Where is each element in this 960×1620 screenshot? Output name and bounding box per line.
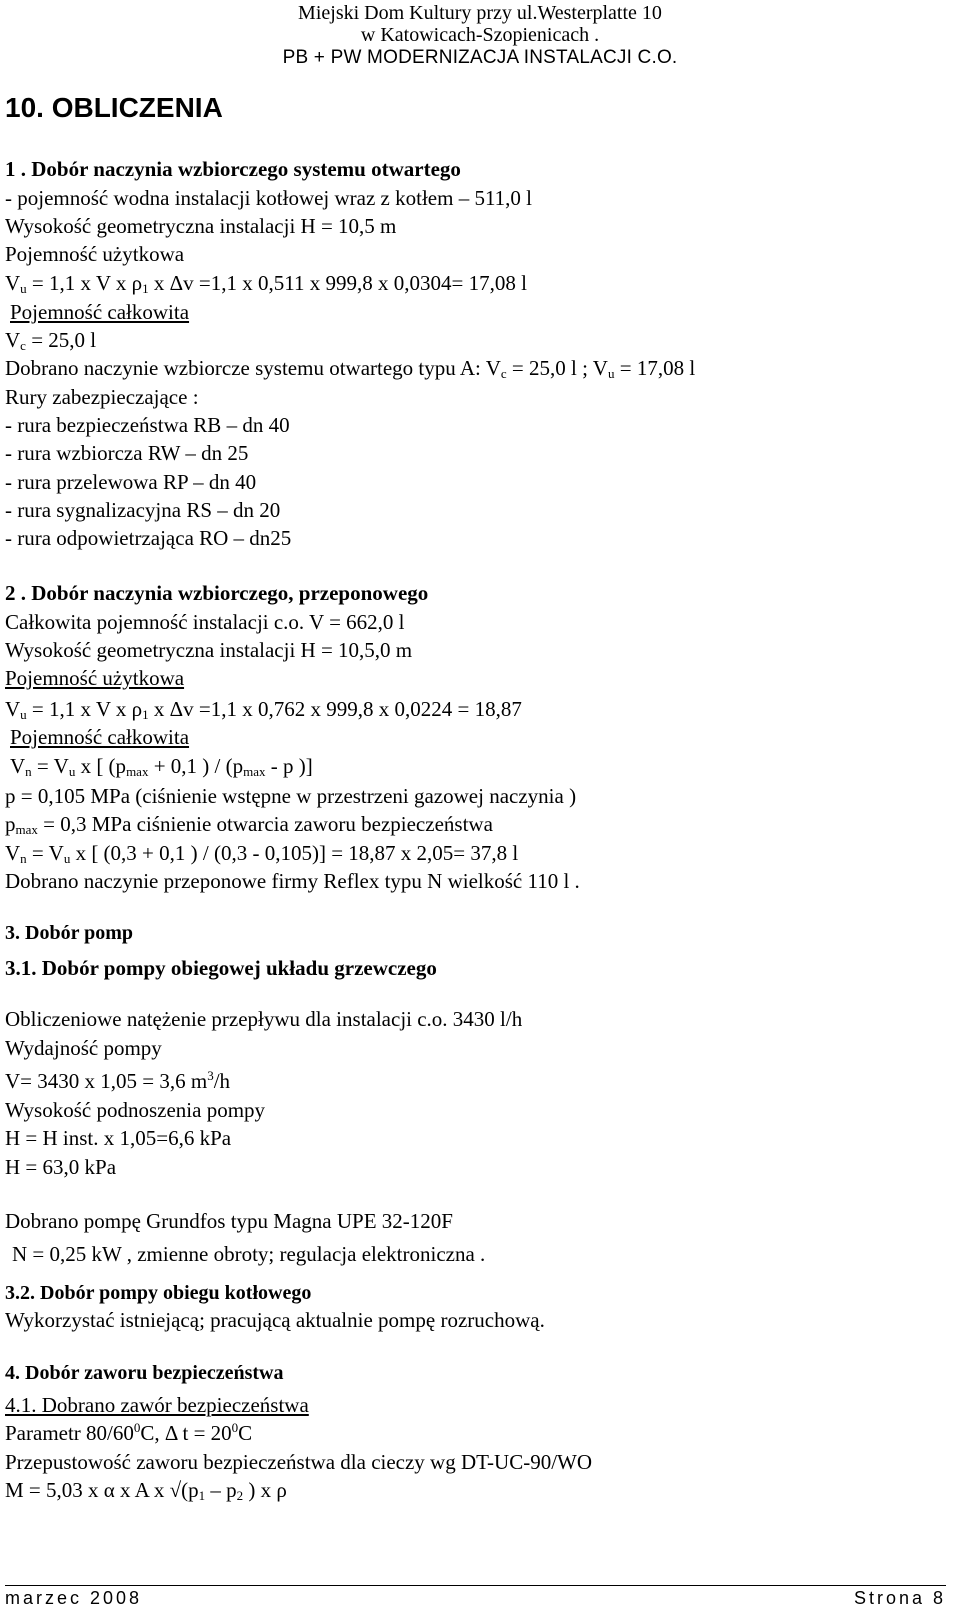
s4-m-formula: M = 5,03 x α x A x $√(p_1 - p_2$ ) x ρ (5, 1478, 287, 1503)
s2-p-line: p = 0,105 MPa (ciśnienie wstępne w przestrzeni gazowej naczynia ) (5, 784, 577, 808)
section-4-heading: 4. Dobór zaworu bezpieczeństwa (5, 1362, 284, 1384)
s4-sub1: 4.1. Dobrano zawór bezpieczeństwa (5, 1393, 309, 1417)
s1-vu-formula: $V_u = 1,1$ x V x $\rho_1$ x Δv =1,1 x 0,511 x 999,8 x 0,0304= 17,08 l (5, 271, 527, 296)
s2-height: Wysokość geometryczna instalacji H = 10,5,0 m (5, 638, 413, 662)
s1-pipe-item: - rura wzbiorcza RW – dn 25 (5, 441, 249, 465)
s4-throughput: Przepustowość zaworu bezpieczeństwa dla cieczy wg DT-UC-90/WO (5, 1450, 593, 1474)
s1-pipe-item: - rura sygnalizacyjna RS – dn 20 (5, 498, 281, 522)
s1-total-label: Pojemność całkowita (10, 300, 190, 324)
s2-pmax-line: $p_{max} = 0,3$ MPa ciśnienie otwarcia zaworu bezpieczeństwa (5, 812, 493, 837)
section-3-1-heading: 3.1. Dobór pompy obiegowej układu grzewczego (5, 956, 437, 980)
s1-vc: $V_c = 25,0$ l (5, 328, 97, 353)
s2-total-label: Pojemność całkowita (10, 725, 190, 749)
s1-capacity: - pojemność wodna instalacji kotłowej wraz z kotłem – 511,0 l (5, 186, 533, 210)
s1-useful-label: Pojemność użytkowa (5, 242, 185, 266)
section-3-2-heading: 3.2. Dobór pompy obiegu kotłowego (5, 1282, 312, 1304)
footer-date: marzec 2008 (5, 1588, 143, 1608)
s2-chosen: Dobrano naczynie przeponowe firmy Reflex typu N wielkość 110 l . (5, 869, 580, 893)
s1-pipe-item: - rura odpowietrzająca RO – dn25 (5, 526, 292, 550)
footer-rule (5, 1585, 946, 1586)
s1-pipes-label: Rury zabezpieczające : (5, 385, 199, 409)
s4-param: Parametr $80/60^0C$, Δ $t = 20^0C$ (5, 1420, 253, 1445)
s1-height: Wysokość geometryczna instalacji H = 10,5 m (5, 214, 397, 238)
s1-pipe-item: - rura bezpieczeństwa RB – dn 40 (5, 413, 290, 437)
s3-h1: H = H inst. x 1,05=6,6 kPa (5, 1126, 232, 1150)
page-title: 10. OBLICZENIA (5, 92, 223, 123)
s3-power: N = 0,25 kW , zmienne obroty; regulacja elektroniczna . (12, 1242, 486, 1266)
s1-pipe-item: - rura przelewowa RP – dn 40 (5, 470, 257, 494)
section-2-heading: 2 . Dobór naczynia wzbiorczego, przeponowego (5, 581, 429, 605)
s3-v-formula: V= 3430 x 1,05 = 3,6 $m^3/h$ (5, 1068, 231, 1093)
s2-vn-calc: $V_n = V_u$ x [ (0,3 + 0,1 ) / (0,3 - 0,105)] = 18,87 x 2,05= 37,8 l (5, 841, 519, 866)
project-header-line-3: PB + PW MODERNIZACJA INSTALACJI C.O. (282, 47, 678, 68)
s3-h2: H = 63,0 kPa (5, 1155, 117, 1179)
footer-page-number: Strona 8 (853, 1588, 946, 1608)
s3-capacity-label: Wydajność pompy (5, 1036, 162, 1060)
s2-vu-formula: $V_u = 1,1$ x V x $\rho_1$ x Δv =1,1 x 0,762 x 999,8 x 0,0224 = 18,87 (5, 697, 522, 722)
s2-useful-label: Pojemność użytkowa (5, 666, 185, 690)
s3-flow: Obliczeniowe natężenie przepływu dla instalacji c.o. 3430 l/h (5, 1007, 523, 1031)
project-header-line-2: w Katowicach-Szopienicach . (360, 24, 600, 46)
s3-pump: Dobrano pompę Grundfos typu Magna UPE 32-120F (5, 1209, 453, 1233)
s3-head-label: Wysokość podnoszenia pompy (5, 1098, 266, 1122)
section-3-heading: 3. Dobór pomp (5, 922, 133, 944)
s2-vn-formula: $V_n = V_u$ x [ ($p_{max} + 0,1$ ) / ($p_{max}$ - p )] (10, 754, 313, 779)
s3-2-text: Wykorzystać istniejącą; pracującą aktualnie pompę rozruchową. (5, 1308, 545, 1332)
section-1-heading: 1 . Dobór naczynia wzbiorczego systemu otwartego (5, 157, 461, 181)
project-header-line-1: Miejski Dom Kultury przy ul.Westerplatte 10 (298, 2, 662, 24)
s1-chosen: Dobrano naczynie wzbiorcze systemu otwartego typu A: $V_c = 25,0$ l ; $V_u = 17,08$ l (5, 356, 696, 381)
s2-capacity: Całkowita pojemność instalacji c.o. V = 662,0 l (5, 610, 405, 634)
